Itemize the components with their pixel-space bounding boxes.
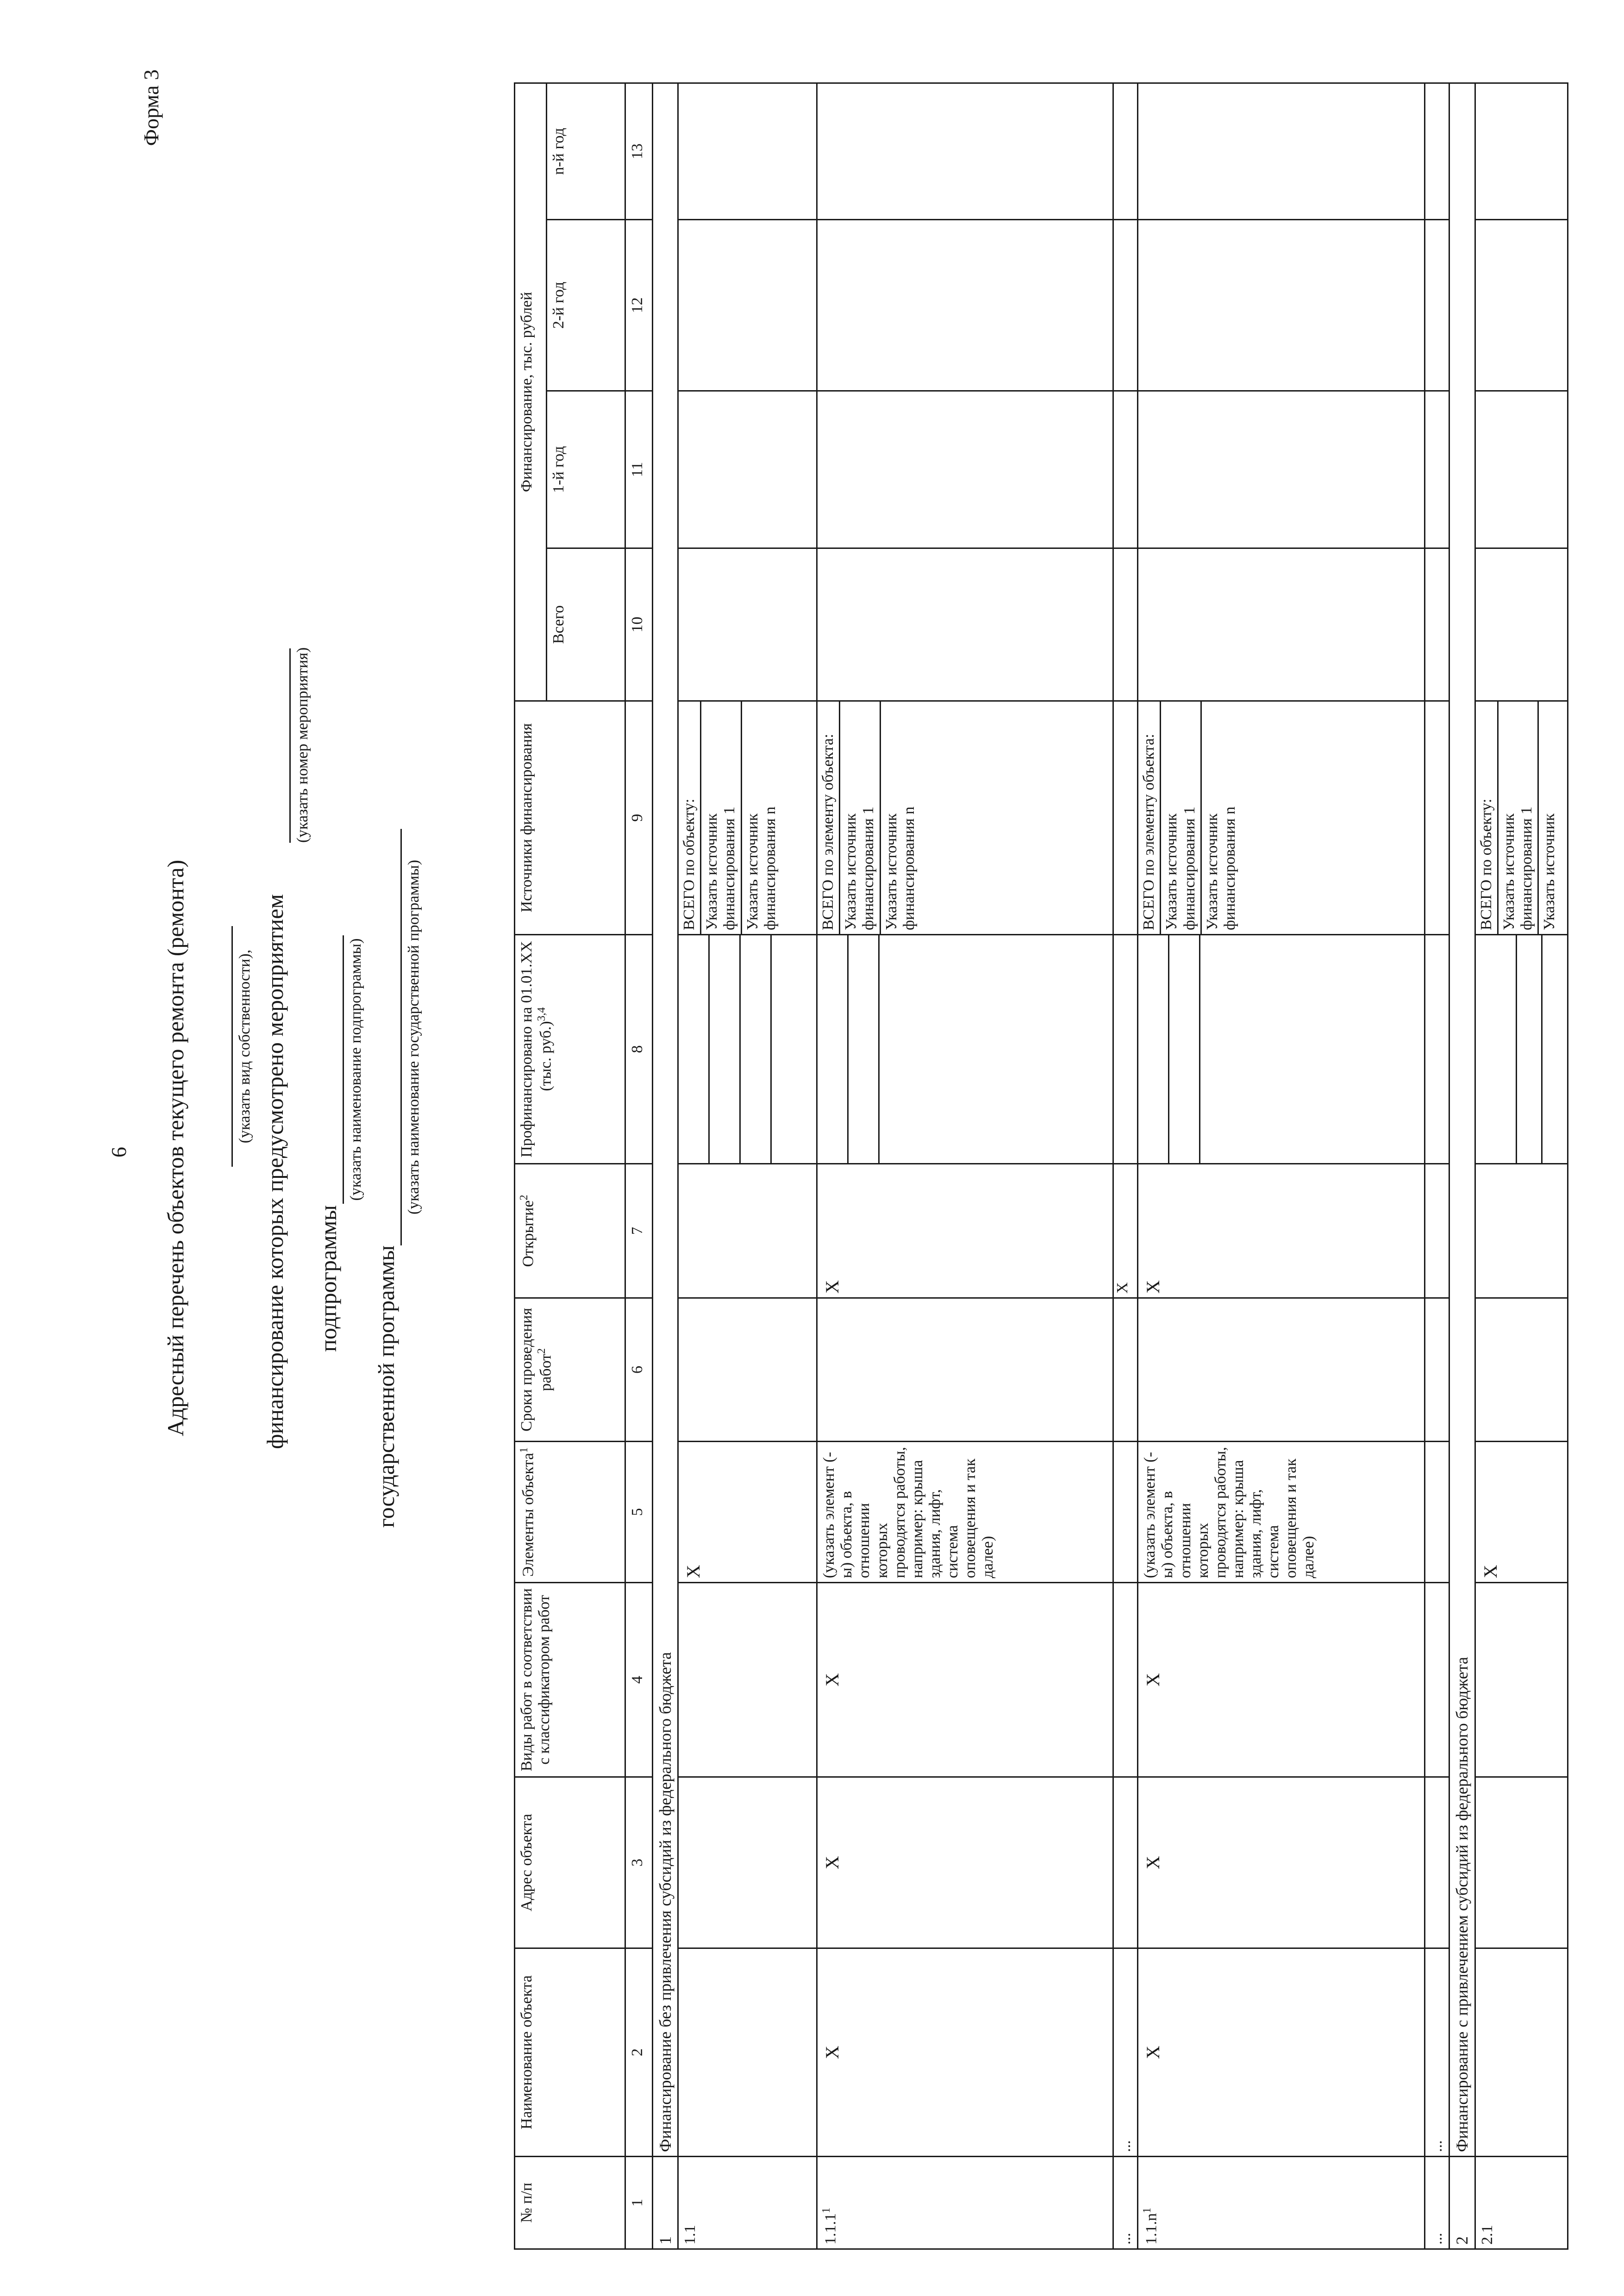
cell bbox=[678, 1164, 817, 1298]
section-title: Финансирование без привлечения субсидий из федерального бюджета bbox=[653, 83, 678, 2156]
hdr-total: Всего bbox=[547, 548, 625, 701]
cell bbox=[1475, 220, 1568, 391]
cell bbox=[817, 220, 1113, 391]
program-underline bbox=[400, 829, 402, 1245]
hdr-year-n: n-й год bbox=[547, 83, 625, 219]
property-underline bbox=[231, 926, 233, 1167]
x-mark: X bbox=[1138, 1777, 1425, 1948]
cell bbox=[1425, 935, 1449, 1164]
column-number-row bbox=[625, 83, 653, 2249]
section-number: 2 bbox=[1449, 2157, 1475, 2249]
table-row bbox=[1138, 83, 1425, 2249]
cell bbox=[678, 83, 817, 219]
hdr-elements: Элементы объекта$^1$ bbox=[515, 1442, 625, 1583]
col-number: 6 bbox=[625, 1298, 653, 1442]
form-label: Форма 3 bbox=[139, 69, 163, 146]
cell bbox=[1113, 935, 1138, 1164]
col-number: 10 bbox=[625, 548, 653, 701]
financed-cell bbox=[1138, 935, 1425, 1164]
ellipsis: ... bbox=[1113, 1948, 1138, 2157]
source-line: Указать источник финансирования n bbox=[1203, 806, 1238, 930]
table-row bbox=[817, 83, 1113, 2249]
source-line: ВСЕГО по объекту: bbox=[1476, 702, 1499, 934]
section-row bbox=[1449, 83, 1475, 2249]
x-mark: X bbox=[817, 1777, 1113, 1948]
cell bbox=[1138, 83, 1425, 219]
sources-cell bbox=[1138, 701, 1425, 935]
section-row bbox=[653, 83, 678, 2249]
sources-cell bbox=[1475, 701, 1568, 935]
hdr-year-1: 1-й год bbox=[547, 391, 625, 548]
x-mark: X bbox=[678, 1442, 817, 1583]
source-line: ВСЕГО по элементу объекта: bbox=[818, 702, 840, 934]
col-number: 7 bbox=[625, 1164, 653, 1298]
cell bbox=[1475, 1298, 1568, 1442]
program-line: государственной программы bbox=[373, 1245, 399, 1528]
source-line: Указать источник финансирования 1 bbox=[1161, 702, 1201, 934]
cell bbox=[1113, 1442, 1138, 1583]
cell bbox=[817, 391, 1113, 548]
x-mark: X bbox=[817, 1164, 1113, 1298]
financed-cell bbox=[817, 935, 1113, 1164]
cell bbox=[1113, 1298, 1138, 1442]
cell bbox=[1475, 1164, 1568, 1298]
cell bbox=[817, 548, 1113, 701]
table-row bbox=[1113, 83, 1138, 2249]
col-number: 11 bbox=[625, 391, 653, 548]
ellipsis: ... bbox=[1425, 1948, 1449, 2157]
x-mark: X bbox=[817, 1948, 1113, 2157]
x-mark: X bbox=[1138, 1583, 1425, 1777]
table-row bbox=[1475, 83, 1568, 2249]
col-number: 9 bbox=[625, 701, 653, 935]
cell bbox=[1475, 391, 1568, 548]
col-number: 3 bbox=[625, 1777, 653, 1948]
subprogram-line: подпрограммы bbox=[315, 1205, 341, 1352]
cell bbox=[1425, 1164, 1449, 1298]
cell bbox=[1475, 83, 1568, 219]
cell bbox=[1475, 548, 1568, 701]
subprogram-underline bbox=[343, 935, 344, 1204]
cell bbox=[1425, 83, 1449, 219]
financed-cell bbox=[678, 935, 817, 1164]
cell bbox=[678, 391, 817, 548]
header-row bbox=[515, 83, 547, 2249]
row-number: $1.1.n^1$ bbox=[1138, 2157, 1425, 2249]
sources-cell bbox=[817, 701, 1113, 935]
cell bbox=[1425, 701, 1449, 935]
table-row bbox=[1425, 83, 1449, 2249]
row-number: 2.1 bbox=[1475, 2157, 1568, 2249]
cell bbox=[1113, 1583, 1138, 1777]
cell bbox=[1425, 1583, 1449, 1777]
hdr-num: № п/п bbox=[515, 2157, 625, 2249]
cell bbox=[1425, 1298, 1449, 1442]
x-mark: X bbox=[817, 1583, 1113, 1777]
document-title: Адресный перечень объектов текущего ремонта (ремонта) bbox=[162, 859, 188, 1437]
cell bbox=[678, 1298, 817, 1442]
cell bbox=[1113, 391, 1138, 548]
subprogram-caption: (указать наименование подпрограммы) bbox=[347, 938, 364, 1201]
event-underline bbox=[289, 648, 291, 843]
cell bbox=[1113, 220, 1138, 391]
property-caption: (указать вид собственности), bbox=[236, 949, 253, 1144]
col-number: 13 bbox=[625, 83, 653, 219]
cell bbox=[1475, 1583, 1568, 1777]
source-line: ВСЕГО по элементу объекта: bbox=[1138, 702, 1161, 934]
hdr-terms: Сроки проведения работ$^2$ bbox=[515, 1298, 625, 1442]
hdr-opening: Открытие$^2$ bbox=[515, 1164, 625, 1298]
cell bbox=[678, 220, 817, 391]
program-caption: (указать наименование государственной программы) bbox=[405, 859, 422, 1215]
col-number: 2 bbox=[625, 1948, 653, 2157]
cell bbox=[1425, 1777, 1449, 1948]
hdr-sources: Источники финансирования bbox=[515, 701, 625, 935]
hdr-address: Адрес объекта bbox=[515, 1777, 625, 1948]
hdr-name: Наименование объекта bbox=[515, 1948, 625, 2157]
section-number: 1 bbox=[653, 2157, 678, 2249]
cell bbox=[1113, 1777, 1138, 1948]
cell bbox=[1138, 220, 1425, 391]
element-note: (указать элемент (-ы) объекта, в отношении которых проводятся работы, например: крыша здания, лифт, система оповещения и так далее) bbox=[1138, 1442, 1425, 1583]
event-caption: (указать номер мероприятия) bbox=[294, 647, 311, 843]
cell bbox=[1425, 548, 1449, 701]
cell bbox=[678, 1948, 817, 2157]
cell bbox=[1475, 1948, 1568, 2157]
ellipsis: ... bbox=[1113, 2157, 1138, 2249]
cell bbox=[1475, 1777, 1568, 1948]
x-mark: X bbox=[1475, 1442, 1568, 1583]
hdr-financed: Профинансировано на 01.01.ХХ (тыс. руб.)$^{3,4}$ bbox=[515, 935, 625, 1164]
cell bbox=[1138, 391, 1425, 548]
cell bbox=[1113, 83, 1138, 219]
x-mark: X bbox=[1113, 1164, 1138, 1298]
cell bbox=[1425, 391, 1449, 548]
table-row bbox=[678, 83, 817, 2249]
hdr-year-2: 2-й год bbox=[547, 220, 625, 391]
x-mark: X bbox=[1138, 1948, 1425, 2157]
col-number: 12 bbox=[625, 220, 653, 391]
source-line: Указать источник финансирования 1 bbox=[840, 702, 881, 934]
source-line: Указать источник финансирования 1 bbox=[701, 702, 742, 934]
source-line: Указать источник финансирования n bbox=[882, 806, 918, 930]
cell bbox=[1113, 701, 1138, 935]
col-number: 8 bbox=[625, 935, 653, 1164]
row-number: 1.1.1$^1$ bbox=[817, 2157, 1113, 2249]
financed-cell bbox=[1475, 935, 1568, 1164]
col-number: 4 bbox=[625, 1583, 653, 1777]
financing-line: финансирование которых предусмотрено мероприятием bbox=[262, 894, 288, 1449]
address-list-table bbox=[514, 82, 1568, 2250]
element-note: (указать элемент (-ы) объекта, в отношении которых проводятся работы, например: крыша здания, лифт, система оповещения и так далее) bbox=[817, 1442, 1113, 1583]
source-line: Указать источник bbox=[1541, 813, 1558, 930]
section-title: Финансирование с привлечением субсидий из федерального бюджета bbox=[1449, 83, 1475, 2156]
source-line: Указать источник финансирования n bbox=[743, 806, 779, 930]
cell bbox=[1113, 548, 1138, 701]
cell bbox=[678, 548, 817, 701]
hdr-funding-group: Финансирование, тыс. рублей bbox=[515, 83, 547, 701]
cell bbox=[817, 1298, 1113, 1442]
cell bbox=[1425, 1442, 1449, 1583]
cell bbox=[1425, 220, 1449, 391]
ellipsis: ... bbox=[1425, 2157, 1449, 2249]
cell bbox=[678, 1777, 817, 1948]
x-mark: X bbox=[1138, 1164, 1425, 1298]
row-number: 1.1 bbox=[678, 2157, 817, 2249]
cell bbox=[1138, 548, 1425, 701]
sources-cell bbox=[678, 701, 817, 935]
col-number: 1 bbox=[625, 2157, 653, 2249]
hdr-work-types: Виды работ в соответствии с классификатором работ bbox=[515, 1583, 625, 1777]
source-line: ВСЕГО по объекту: bbox=[679, 702, 701, 934]
page-number: 6 bbox=[107, 1147, 131, 1157]
col-number: 5 bbox=[625, 1442, 653, 1583]
cell bbox=[678, 1583, 817, 1777]
source-line: Указать источник финансирования 1 bbox=[1499, 702, 1539, 934]
cell bbox=[1138, 1298, 1425, 1442]
cell bbox=[817, 83, 1113, 219]
